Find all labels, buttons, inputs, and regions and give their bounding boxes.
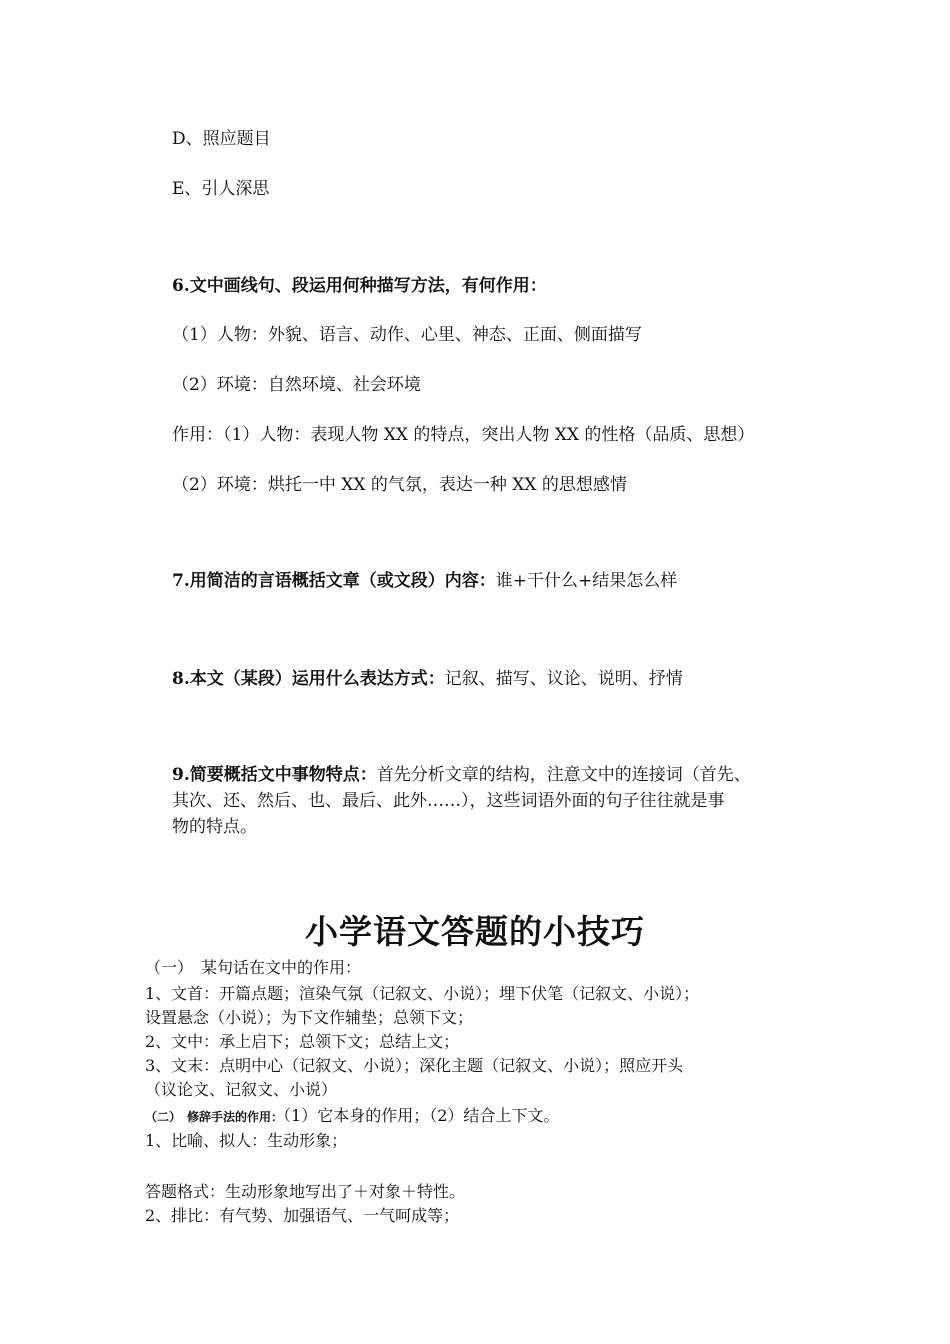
q8-heading: 8.本文（某段）运用什么表达方式：	[172, 669, 445, 689]
option-e: E、引人深思	[172, 179, 270, 199]
q9-heading: 9.简要概括文中事物特点：	[172, 765, 377, 785]
sec2-heading-prefix: （二） 修辞手法的作用：	[145, 1110, 284, 1124]
sec1-line-4: 3、文末：点明中心（记叙文、小说）；深化主题（记叙文、小说）；照应开头	[145, 1056, 684, 1075]
sec2-heading	[145, 1106, 559, 1125]
sec2-line-2: 答题格式：生动形象地写出了＋对象＋特性。	[145, 1182, 466, 1201]
q6-line-2: （2）环境：自然环境、社会环境	[172, 375, 421, 395]
sec2-line-1: 1、比喻、拟人：生动形象；	[145, 1131, 348, 1150]
q6-line-4: （2）环境：烘托一中 XX 的气氛，表达一种 XX 的思想感情	[172, 475, 627, 495]
q6-heading: 6.文中画线句、段运用何种描写方法，有何作用：	[172, 276, 547, 296]
sec2-heading-rest: （1）它本身的作用；（2）结合上下文。	[283, 1106, 560, 1125]
q6-line-3: 作用：（1）人物：表现人物 XX 的特点，突出人物 XX 的性格（品质、思想）	[172, 425, 755, 445]
q6-line-1: （1）人物：外貌、语言、动作、心里、神态、正面、侧面描写	[172, 325, 642, 345]
q9-body-1: 首先分析文章的结构，注意文中的连接词（首先、	[376, 765, 751, 785]
section-title: 小学语文答题的小技巧	[305, 912, 645, 951]
q9-line-1	[172, 765, 751, 785]
q9-line-3: 物的特点。	[172, 817, 257, 837]
q7-line	[172, 571, 677, 591]
sec1-line-1: 1、文首：开篇点题；渲染气氛（记叙文、小说）；埋下伏笔（记叙文、小说）；	[145, 984, 700, 1003]
q7-body: 谁+干什么+结果怎么样	[495, 571, 678, 591]
q9-line-2: 其次、还、然后、也、最后、此外……），这些词语外面的句子往往就是事	[172, 791, 725, 811]
sec1-line-3: 2、文中：承上启下；总领下文；总结上文；	[145, 1032, 460, 1051]
sec1-line-2: 设置悬念（小说）；为下文作辅垫；总领下文；	[145, 1008, 474, 1027]
sec1-heading: （一） 某句话在文中的作用：	[145, 958, 362, 977]
q8-body: 记叙、描写、议论、说明、抒情	[444, 669, 683, 689]
sec1-line-5: （议论文、记叙文、小说）	[145, 1080, 338, 1099]
q7-heading: 7.用简洁的言语概括文章（或文段）内容：	[172, 571, 496, 591]
option-d: D、照应题目	[172, 129, 271, 149]
q8-line	[172, 669, 683, 689]
sec2-line-3: 2、排比：有气势、加强语气、一气呵成等；	[145, 1206, 460, 1225]
